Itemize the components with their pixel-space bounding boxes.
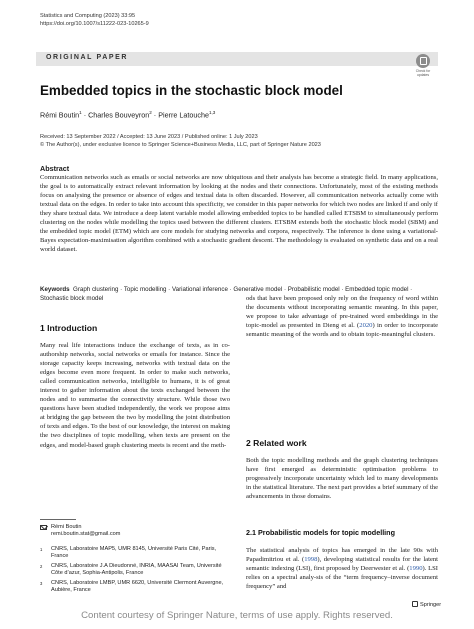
citation-link[interactable]: 1990 xyxy=(409,565,423,573)
publisher-logo xyxy=(412,601,441,608)
publisher-name: Springer xyxy=(420,602,442,608)
author-name[interactable]: Pierre Latouche xyxy=(158,110,209,120)
section-heading-related-work: 2 Related work xyxy=(246,438,307,448)
check-for-updates-label xyxy=(409,69,437,77)
corresponding-author-name: Rémi Boutin xyxy=(51,524,82,530)
affiliation-footnote xyxy=(40,563,230,577)
journal-citation: Statistics and Computing (2023) 33:95 xyxy=(40,13,136,19)
text-run: ). LSI relies on a spectral analy-sis of the “term frequency–inverse document frequency” and xyxy=(246,565,439,591)
affiliation-text: CNRS, Laboratoire MAP5, UMR 8145, Université Paris Cité, Paris, France xyxy=(51,546,217,560)
affiliation-mark: 1 xyxy=(79,110,82,115)
introduction-continuation xyxy=(246,294,438,339)
check-for-updates-icon xyxy=(416,54,430,68)
text-run: ), developing statistical results for the latent semantic indexing (LSI), first proposed by Deerwester et al. ( xyxy=(246,556,438,573)
affiliation-footnote xyxy=(40,580,230,594)
article-type-banner xyxy=(36,52,438,66)
envelope-icon xyxy=(40,525,47,530)
springer-horse-icon xyxy=(412,601,418,607)
badge-line-1: Check for xyxy=(415,69,431,73)
abstract-text: Communication networks such as emails or social networks are now ubiquitous and their analysis has become a strategic field. In many applications, the goal is to automatically extract relevant information by looking at the nodes and their connections. Unfortunately, most of the existing methods focus on analysing the presence or absence of edges and textual data is often discarded. However, all communication networks actually come with textual data on the edges. In order to take into account this specificity, we consider in this paper networks for which two nodes are linked if and only if they share textual data. We introduce a deep latent variable model allowing embedded topics to be handled called ETSBM to simultaneously perform clustering on the nodes while modelling the topics used between the different clusters. ETSBM extends both the stochastic block model (SBM) and the embedded topic model (ETM) which are core models for studying networks and corpora, respectively. The inference is done using a variational-Bayes expectation-maximisation algorithm combined with a stochastic gradient descent. The methodology is evaluated on synthetic data and on a real world dataset. xyxy=(40,174,438,254)
publication-dates: Received: 13 September 2022 / Accepted: 13 June 2023 / Published online: 1 July 2023 xyxy=(40,134,258,140)
courtesy-notice: Content courtesy of Springer Nature, terms of use apply. Rights reserved. xyxy=(81,610,393,621)
badge-line-2: updates xyxy=(416,73,430,77)
keywords-label: Keywords xyxy=(40,286,70,293)
related-work-paragraph: Both the topic modelling methods and the graph clustering techniques have first emerged as deterministic optimisation problems to progressively incorporate uncertainty which led to many developments in the statistical literature. The next part provides a brief summary of the advancements in those domains. xyxy=(246,457,438,501)
footnote-mark: 1 xyxy=(40,547,43,552)
text-run: ) in order to incorporate semantic meaning of the words and to obtain topic-meaningful clusters. xyxy=(246,322,439,339)
abstract-heading: Abstract xyxy=(40,164,70,173)
author-list xyxy=(40,110,215,119)
citation-link[interactable]: 2020 xyxy=(359,322,373,330)
subsection-heading-topic-models: 2.1 Probabilistic models for topic modelling xyxy=(246,528,395,537)
footnote-mark: 2 xyxy=(40,564,43,569)
author-name[interactable]: Rémi Boutin xyxy=(40,110,80,120)
citation-link[interactable]: 1998 xyxy=(304,556,318,564)
affiliation-text: CNRS, Laboratoire LMBP, UMR 6620, Université Clermont Auvergne, Aubière, France xyxy=(51,580,224,594)
footnote-divider xyxy=(40,519,76,520)
footnote-mark: 3 xyxy=(40,581,43,586)
article-type-label: ORIGINAL PAPER xyxy=(46,54,129,61)
check-for-updates-badge[interactable] xyxy=(409,54,437,80)
topic-models-paragraph xyxy=(246,546,438,591)
author-separator: · xyxy=(81,110,89,120)
author-separator: · xyxy=(151,110,159,120)
author-name[interactable]: Charles Bouveyron xyxy=(88,110,150,120)
doi-link[interactable]: https://doi.org/10.1007/s11222-023-10265-9 xyxy=(40,21,149,27)
text-run: ods that have been proposed only rely on the frequency of word within the documents without incorporating semantic meaning. In this paper, we propose to take advantage of pre-trained word embeddings in the topic-model as presented in Dieng et al. ( xyxy=(246,295,438,330)
introduction-paragraph: Many real life interactions induce the exchange of texts, as in co-authorship networks, social networks or emails for instance. Since the storage capacity keeps increasing, networks with textual data on the edges become even more frequent. In order to make such networks, called communication networks, intelligible to humans, it is of great interest to gather information about the texts exchanged between the nodes and to summarise the connectivity structure. While those two questions have been studied independently, the work we propose aims at bridging the gap between the two by modelling the joint distribution of texts and edges. To the best of our knowledge, the interest on making the two disciplines of topic modelling, when texts are present on the edges, and model-based graph clustering meets is recent and the meth- xyxy=(40,342,230,449)
affiliation-text: CNRS, Laboratoire J.A Dieudonné, INRIA, MAASAI Team, Université Côte d’azur, Sophia-Antipolis, France xyxy=(51,563,222,577)
section-heading-introduction: 1 Introduction xyxy=(40,323,98,333)
copyright-notice: © The Author(s), under exclusive licence to Springer Science+Business Media, LLC, part of Springer Nature 2023 xyxy=(40,142,321,148)
affiliation-footnote xyxy=(40,546,230,560)
corresponding-author-email[interactable]: remi.boutin.stat@gmail.com xyxy=(51,531,121,538)
corresponding-author-note xyxy=(40,524,230,538)
affiliation-mark: 2 xyxy=(149,110,152,115)
paper-title: Embedded topics in the stochastic block model xyxy=(40,83,343,98)
affiliation-mark: 1,3 xyxy=(208,110,216,115)
text-run: The statistical analysis of topics has emerged in the late 90s with Papadimitriou et al. ( xyxy=(246,547,438,564)
keywords-list: Graph clustering · Topic modelling · Variational inference · Generative model · Probabilistic model · Embedded topic model · Stochastic block model xyxy=(40,286,413,302)
